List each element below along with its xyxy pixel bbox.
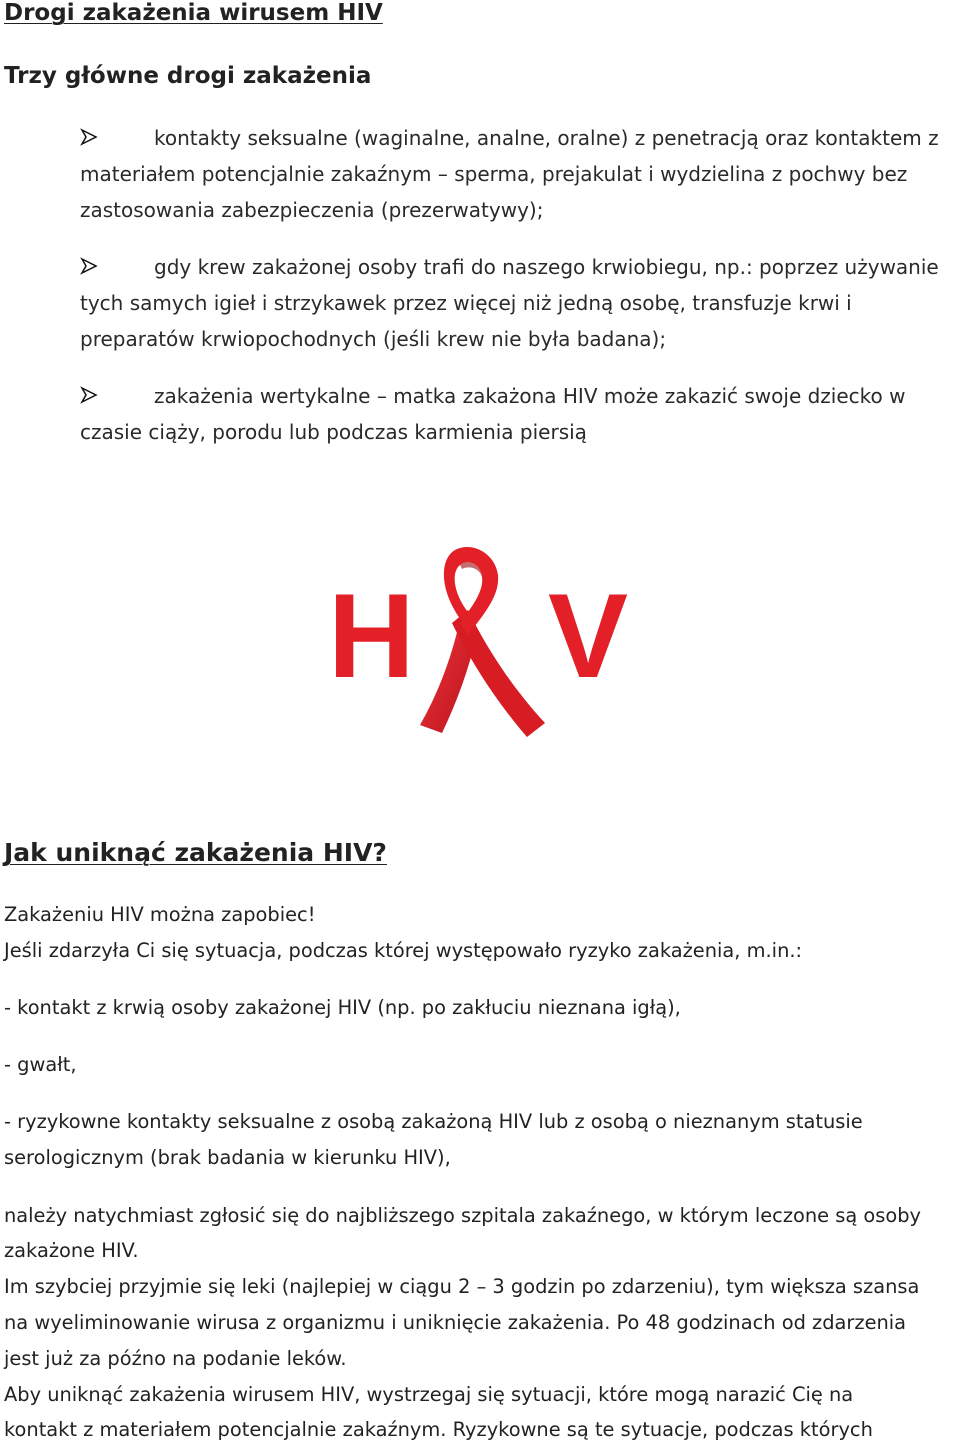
paragraph-line: Aby uniknąć zakażenia wirusem HIV, wystrzegaj się sytuacji, które mogą narazić Cię na (4, 1383, 854, 1406)
arrowhead-bullet-icon (80, 386, 98, 404)
paragraph-line: zakażone HIV. (4, 1239, 139, 1262)
paragraph-line: należy natychmiast zgłosić się do najbliższego szpitala zakaźnego, w którym leczone są osoby (4, 1204, 922, 1227)
arrowhead-bullet-icon (80, 128, 98, 146)
paragraph-line: kontakt z materiałem potencjalnie zakaźnym. Ryzykowne są te sytuacje, podczas których (4, 1418, 873, 1441)
arrowhead-bullet-icon (80, 257, 98, 275)
red-ribbon-icon (420, 547, 545, 737)
bullet-1-line-2: materiałem potencjalnie zakaźnym – sperma, prejakulat i wydzielina z pochwy bez (80, 162, 908, 186)
bullet-3-line-2: czasie ciąży, porodu lub podczas karmienia piersią (80, 420, 587, 444)
bullet-1-line-1: kontakty seksualne (waginalne, analne, oralne) z penetracją oraz kontaktem z (154, 126, 939, 150)
paragraph-line: Jeśli zdarzyła Ci się sytuacja, podczas której występowało ryzyko zakażenia, m.in.: (4, 939, 803, 962)
section-subtitle: Trzy główne drogi zakażenia (4, 63, 372, 89)
logo-letter-v: V (548, 569, 629, 703)
section-2-title: Jak uniknąć zakażenia HIV? (4, 838, 387, 867)
paragraph-line: - kontakt z krwią osoby zakażonej HIV (np. po zakłuciu nieznana igłą), (4, 996, 681, 1019)
paragraph-line: serologicznym (brak badania w kierunku HIV), (4, 1146, 451, 1169)
paragraph-line: jest już za późno na podanie leków. (4, 1347, 347, 1370)
paragraph-line: - ryzykowne kontakty seksualne z osobą zakażoną HIV lub z osobą o nieznanym statusie (4, 1110, 863, 1133)
bullet-1-line-3: zastosowania zabezpieczenia (prezerwatywy); (80, 198, 544, 222)
paragraph-line: - gwałt, (4, 1053, 77, 1076)
paragraph-line: na wyeliminowanie wirusa z organizmu i uniknięcie zakażenia. Po 48 godzinach od zdarzenia (4, 1311, 907, 1334)
bullet-2-line-1: gdy krew zakażonej osoby trafi do naszego krwiobiegu, np.: poprzez używanie (154, 255, 939, 279)
hiv-ribbon-logo (320, 525, 655, 755)
paragraph-line: Im szybciej przyjmie się leki (najlepiej w ciągu 2 – 3 godzin po zdarzeniu), tym większa szansa (4, 1275, 920, 1298)
paragraph-line: Zakażeniu HIV można zapobiec! (4, 903, 316, 926)
logo-letter-h: H (328, 569, 415, 703)
bullet-2-line-2: tych samych igieł i strzykawek przez więcej niż jedną osobę, transfuzje krwi i (80, 291, 852, 315)
page-title: Drogi zakażenia wirusem HIV (4, 0, 383, 26)
bullet-3-line-1: zakażenia wertykalne – matka zakażona HIV może zakazić swoje dziecko w (154, 384, 906, 408)
bullet-2-line-3: preparatów krwiopochodnych (jeśli krew nie była badana); (80, 327, 667, 351)
